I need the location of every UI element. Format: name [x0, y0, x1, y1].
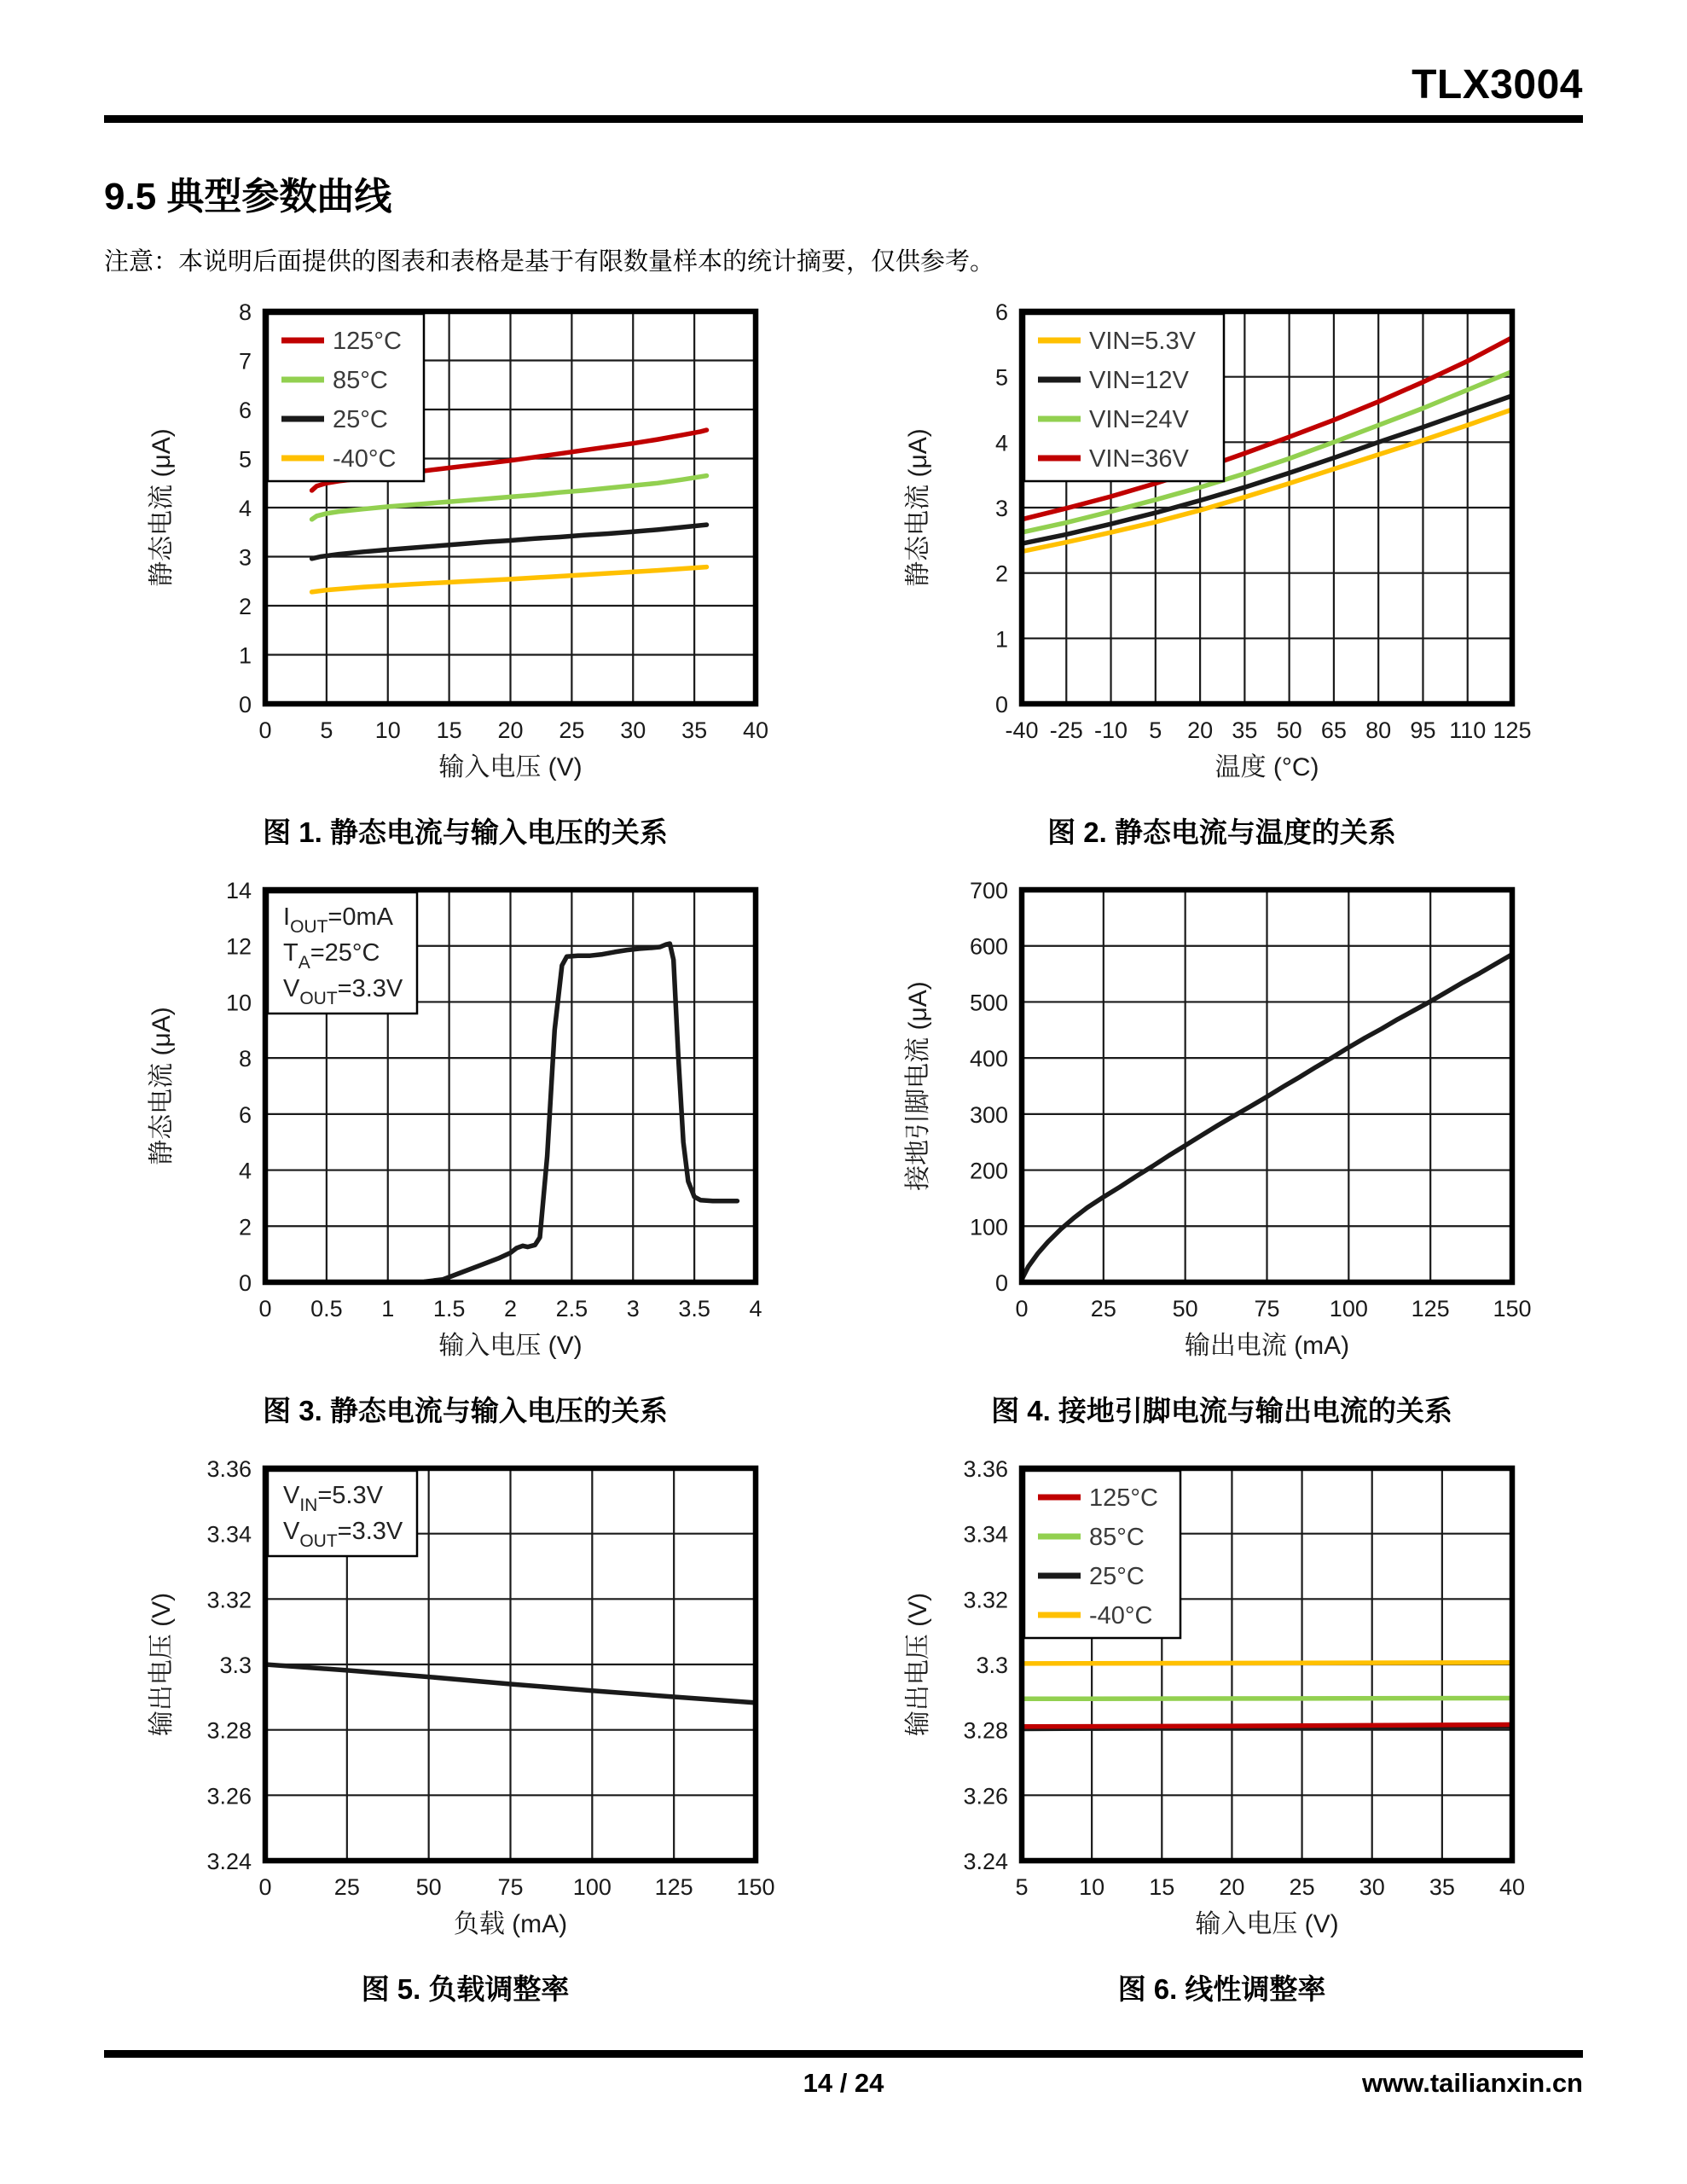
series-line: [1022, 1663, 1512, 1664]
svg-text:6: 6: [994, 301, 1008, 325]
svg-text:20: 20: [1219, 1874, 1245, 1900]
svg-text:3.5: 3.5: [678, 1296, 710, 1321]
svg-text:5: 5: [1015, 1874, 1029, 1900]
svg-text:2: 2: [994, 561, 1008, 587]
figure-4-caption: 图 4. 接地引脚电流与输出电流的关系: [991, 1395, 1452, 1426]
svg-text:75: 75: [497, 1874, 524, 1900]
y-axis-label: 接地引脚电流 (μA): [904, 981, 932, 1191]
svg-text:15: 15: [436, 717, 462, 743]
svg-text:1: 1: [994, 626, 1008, 653]
svg-text:8: 8: [238, 301, 252, 325]
figure-2-chart: [896, 301, 1548, 800]
svg-text:1: 1: [238, 642, 252, 669]
svg-text:-40: -40: [1005, 717, 1039, 743]
figure-5-caption: 图 5. 负载调整率: [361, 1973, 570, 2005]
svg-text:0: 0: [238, 692, 252, 717]
figure-5: [139, 1458, 791, 2007]
svg-text:10: 10: [225, 990, 252, 1016]
y-axis-label: 静态电流 (μA): [148, 1007, 176, 1165]
header-rule: [104, 115, 1583, 123]
svg-text:75: 75: [1254, 1296, 1280, 1321]
svg-text:3.34: 3.34: [206, 1521, 252, 1548]
legend-label: VIN=36V: [1089, 445, 1189, 473]
figure-6-chart: [896, 1458, 1548, 1957]
legend-label: -40°C: [1089, 1602, 1153, 1629]
svg-text:0: 0: [994, 1270, 1008, 1296]
annotation-line: $V_{IN}=5.3V$: [283, 1482, 383, 1515]
svg-text:15: 15: [1149, 1874, 1175, 1900]
svg-text:30: 30: [1359, 1874, 1385, 1900]
grid-lines: [1022, 890, 1512, 1282]
svg-text:5: 5: [994, 364, 1008, 391]
x-axis-label: 输出电流 (mA): [1184, 1332, 1350, 1360]
svg-text:3.32: 3.32: [206, 1587, 252, 1613]
svg-text:200: 200: [969, 1158, 1008, 1184]
section-title: 9.5 典型参数曲线: [104, 176, 392, 218]
legend-label: 25°C: [1089, 1563, 1145, 1590]
svg-text:1.5: 1.5: [432, 1296, 466, 1321]
series-line: [1022, 1725, 1512, 1727]
svg-text:25: 25: [559, 717, 585, 743]
series-line: [312, 476, 707, 520]
svg-text:4: 4: [749, 1296, 762, 1321]
svg-text:3.34: 3.34: [963, 1521, 1008, 1548]
website-link[interactable]: www.tailianxin.cn: [1362, 2068, 1583, 2098]
figure-2-caption: 图 2. 静态电流与温度的关系: [1047, 816, 1396, 848]
svg-text:35: 35: [1232, 717, 1258, 743]
svg-text:2: 2: [238, 1214, 252, 1240]
figure-2: [896, 301, 1548, 851]
svg-text:3.3: 3.3: [976, 1653, 1008, 1678]
legend-label: 25°C: [333, 406, 388, 433]
svg-text:5: 5: [320, 717, 333, 743]
legend: [268, 314, 424, 481]
charts-grid: [104, 301, 1583, 2007]
svg-text:6: 6: [238, 1101, 252, 1128]
series-line: [312, 525, 707, 559]
svg-text:65: 65: [1320, 717, 1347, 743]
figure-6-caption: 图 6. 线性调整率: [1117, 1973, 1326, 2005]
svg-text:125: 125: [654, 1874, 693, 1900]
svg-text:0: 0: [258, 1296, 272, 1321]
svg-text:2.5: 2.5: [555, 1296, 588, 1321]
svg-text:0.5: 0.5: [310, 1296, 343, 1321]
svg-text:3.36: 3.36: [206, 1458, 252, 1482]
svg-text:150: 150: [736, 1874, 775, 1900]
legend-label: 125°C: [1089, 1484, 1158, 1512]
svg-text:80: 80: [1365, 717, 1392, 743]
svg-text:-25: -25: [1049, 717, 1083, 743]
svg-text:100: 100: [969, 1214, 1008, 1240]
svg-text:3.24: 3.24: [963, 1849, 1008, 1874]
x-axis-label: 输入电压 (V): [1195, 1910, 1339, 1938]
chart-svg: [139, 1458, 791, 1953]
x-axis-label: 输入电压 (V): [438, 1332, 583, 1360]
chart-svg: [139, 301, 791, 796]
svg-text:3.26: 3.26: [206, 1783, 252, 1809]
x-axis-label: 负载 (mA): [453, 1910, 568, 1938]
series-group: [425, 944, 738, 1281]
svg-text:10: 10: [374, 717, 401, 743]
annotation-box: [268, 1471, 417, 1556]
svg-text:1: 1: [381, 1296, 395, 1321]
note-text: 注意：本说明后面提供的图表和表格是基于有限数量样本的统计摘要，仅供参考。: [104, 248, 995, 276]
svg-text:110: 110: [1449, 717, 1487, 743]
product-title: TLX3004: [1412, 62, 1583, 107]
svg-text:0: 0: [258, 1874, 272, 1900]
y-axis-label: 静态电流 (μA): [904, 428, 932, 587]
svg-text:3: 3: [238, 544, 252, 571]
legend-label: 85°C: [333, 367, 388, 394]
svg-text:150: 150: [1493, 1296, 1532, 1321]
legend: [1024, 1471, 1180, 1638]
svg-text:40: 40: [1499, 1874, 1526, 1900]
svg-text:20: 20: [497, 717, 524, 743]
header: [104, 61, 1583, 108]
svg-text:3.36: 3.36: [963, 1458, 1008, 1482]
legend-label: VIN=24V: [1089, 406, 1189, 433]
svg-text:2: 2: [503, 1296, 518, 1321]
svg-text:4: 4: [238, 496, 252, 521]
figure-4-chart: [896, 880, 1548, 1379]
annotation-box: [268, 892, 417, 1014]
svg-text:50: 50: [1172, 1296, 1198, 1321]
series-group: [1022, 1663, 1512, 1729]
y-axis-label: 输出电压 (V): [904, 1592, 932, 1737]
svg-text:35: 35: [1429, 1874, 1455, 1900]
svg-text:30: 30: [620, 717, 646, 743]
svg-text:700: 700: [969, 880, 1008, 903]
legend-label: VIN=12V: [1089, 367, 1189, 394]
svg-text:20: 20: [1187, 717, 1214, 743]
svg-text:25: 25: [1090, 1296, 1116, 1321]
svg-text:8: 8: [238, 1046, 252, 1072]
svg-text:50: 50: [1276, 717, 1302, 743]
svg-text:3: 3: [994, 496, 1008, 521]
figure-3-caption: 图 3. 静态电流与输入电压的关系: [263, 1395, 668, 1426]
y-axis-label: 输出电压 (V): [148, 1592, 176, 1737]
svg-text:4: 4: [994, 430, 1008, 456]
svg-text:3.28: 3.28: [206, 1717, 252, 1744]
svg-text:400: 400: [969, 1046, 1008, 1072]
svg-text:100: 100: [572, 1874, 612, 1900]
legend-label: 125°C: [333, 328, 402, 355]
svg-text:100: 100: [1329, 1296, 1368, 1321]
chart-svg: [139, 880, 791, 1374]
chart-svg: [896, 880, 1548, 1374]
svg-text:7: 7: [238, 348, 252, 375]
svg-text:14: 14: [225, 880, 252, 903]
svg-text:5: 5: [1149, 717, 1162, 743]
svg-text:3.3: 3.3: [219, 1653, 252, 1678]
legend-label: 85°C: [1089, 1524, 1145, 1551]
svg-text:2: 2: [238, 594, 252, 619]
series-line: [312, 567, 707, 592]
legend-label: VIN=5.3V: [1089, 328, 1196, 355]
figure-5-chart: [139, 1458, 791, 1957]
figure-3-chart: [139, 880, 791, 1379]
figure-6: [896, 1458, 1548, 2007]
svg-text:500: 500: [969, 990, 1008, 1016]
svg-text:25: 25: [333, 1874, 360, 1900]
annotation-line: $V_{OUT}=3.3V$: [283, 975, 403, 1008]
svg-text:4: 4: [238, 1158, 252, 1184]
x-axis-label: 输入电压 (V): [438, 753, 583, 781]
svg-text:12: 12: [225, 933, 252, 960]
svg-text:5: 5: [238, 446, 252, 473]
legend: [1024, 314, 1224, 481]
svg-text:300: 300: [969, 1101, 1008, 1128]
annotation-line: $I_{OUT}=0mA$: [283, 903, 393, 937]
svg-text:0: 0: [994, 692, 1008, 717]
page-number: 14 / 24: [803, 2068, 884, 2098]
footer: [104, 2068, 1583, 2099]
annotation-line: $T_A=25^\circ C$: [283, 939, 380, 973]
svg-text:3.24: 3.24: [206, 1849, 252, 1874]
svg-text:40: 40: [742, 717, 769, 743]
svg-text:3.28: 3.28: [963, 1717, 1008, 1744]
chart-svg: [896, 301, 1548, 796]
chart-svg: [896, 1458, 1548, 1953]
svg-text:35: 35: [681, 717, 708, 743]
svg-text:95: 95: [1410, 717, 1436, 743]
footer-rule: [104, 2050, 1583, 2058]
figure-1: [139, 301, 791, 851]
svg-text:3: 3: [626, 1296, 640, 1321]
svg-text:-10: -10: [1094, 717, 1128, 743]
figure-3: [139, 880, 791, 1429]
svg-text:125: 125: [1411, 1296, 1450, 1321]
series-line: [425, 944, 738, 1281]
svg-text:0: 0: [258, 717, 272, 743]
figure-1-caption: 图 1. 静态电流与输入电压的关系: [263, 816, 668, 848]
svg-text:25: 25: [1289, 1874, 1315, 1900]
svg-text:125: 125: [1493, 717, 1532, 743]
figure-4: [896, 880, 1548, 1429]
legend-label: -40°C: [333, 445, 397, 473]
figure-1-chart: [139, 301, 791, 800]
svg-text:6: 6: [238, 398, 252, 423]
svg-text:3.32: 3.32: [963, 1587, 1008, 1613]
svg-text:600: 600: [969, 933, 1008, 960]
svg-text:50: 50: [415, 1874, 442, 1900]
annotation-line: $V_{OUT}=3.3V$: [283, 1518, 403, 1551]
svg-text:3.26: 3.26: [963, 1783, 1008, 1809]
svg-text:0: 0: [1015, 1296, 1029, 1321]
svg-text:10: 10: [1079, 1874, 1105, 1900]
y-axis-label: 静态电流 (μA): [148, 428, 176, 587]
svg-text:0: 0: [238, 1270, 252, 1296]
x-axis-label: 温度 (°C): [1215, 753, 1319, 781]
